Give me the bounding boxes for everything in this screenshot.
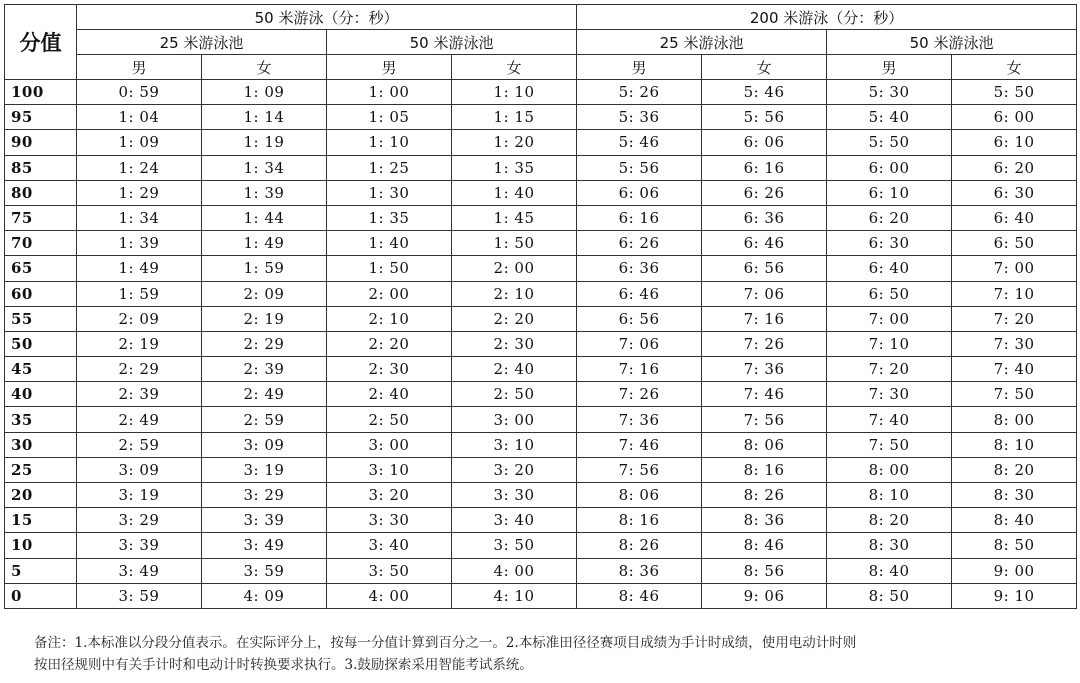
time-cell: 3: 49 bbox=[202, 533, 327, 558]
time-cell: 3: 59 bbox=[202, 558, 327, 583]
time-cell: 6: 06 bbox=[577, 180, 702, 205]
time-cell: 8: 36 bbox=[577, 558, 702, 583]
table-row bbox=[5, 231, 1077, 256]
time-cell: 2: 59 bbox=[202, 407, 327, 432]
time-cell: 8: 50 bbox=[827, 583, 952, 608]
score-table-container bbox=[4, 4, 1076, 609]
time-cell: 3: 19 bbox=[202, 457, 327, 482]
score-cell: 55 bbox=[5, 306, 77, 331]
time-cell: 3: 20 bbox=[452, 457, 577, 482]
time-cell: 2: 10 bbox=[452, 281, 577, 306]
time-cell: 3: 30 bbox=[327, 508, 452, 533]
time-cell: 9: 00 bbox=[952, 558, 1077, 583]
table-row bbox=[5, 533, 1077, 558]
time-cell: 6: 30 bbox=[827, 231, 952, 256]
time-cell: 6: 16 bbox=[702, 155, 827, 180]
time-cell: 8: 36 bbox=[702, 508, 827, 533]
time-cell: 6: 00 bbox=[827, 155, 952, 180]
score-cell: 60 bbox=[5, 281, 77, 306]
time-cell: 1: 30 bbox=[327, 180, 452, 205]
time-cell: 8: 00 bbox=[952, 407, 1077, 432]
time-cell: 0: 59 bbox=[77, 80, 202, 105]
time-cell: 7: 20 bbox=[952, 306, 1077, 331]
time-cell: 1: 39 bbox=[77, 231, 202, 256]
time-cell: 5: 36 bbox=[577, 105, 702, 130]
score-cell: 65 bbox=[5, 256, 77, 281]
time-cell: 1: 44 bbox=[202, 205, 327, 230]
time-cell: 6: 20 bbox=[827, 205, 952, 230]
time-cell: 5: 26 bbox=[577, 80, 702, 105]
time-cell: 7: 40 bbox=[827, 407, 952, 432]
footnote bbox=[34, 632, 1064, 676]
time-cell: 7: 56 bbox=[702, 407, 827, 432]
score-cell: 100 bbox=[5, 80, 77, 105]
time-cell: 8: 30 bbox=[827, 533, 952, 558]
time-cell: 3: 10 bbox=[327, 457, 452, 482]
time-cell: 7: 26 bbox=[702, 331, 827, 356]
footnote-line: 备注：1.本标准以分段分值表示。在实际评分上，按每一分值计算到百分之一。2.本标准田径径赛项目成绩为手计时成绩，使用电动计时则 bbox=[34, 635, 857, 651]
gender-header: 女 bbox=[452, 55, 577, 80]
pool-header: 50 米游泳池 bbox=[827, 30, 1077, 55]
time-cell: 4: 00 bbox=[327, 583, 452, 608]
swimming-score-table bbox=[4, 4, 1077, 609]
time-cell: 2: 09 bbox=[202, 281, 327, 306]
table-row bbox=[5, 80, 1077, 105]
time-cell: 1: 40 bbox=[452, 180, 577, 205]
score-cell: 30 bbox=[5, 432, 77, 457]
gender-header: 女 bbox=[952, 55, 1077, 80]
score-cell: 15 bbox=[5, 508, 77, 533]
time-cell: 3: 30 bbox=[452, 483, 577, 508]
table-row bbox=[5, 407, 1077, 432]
time-cell: 2: 29 bbox=[202, 331, 327, 356]
time-cell: 7: 26 bbox=[577, 382, 702, 407]
time-cell: 7: 16 bbox=[577, 357, 702, 382]
time-cell: 7: 20 bbox=[827, 357, 952, 382]
time-cell: 3: 40 bbox=[452, 508, 577, 533]
time-cell: 3: 20 bbox=[327, 483, 452, 508]
table-row bbox=[5, 306, 1077, 331]
score-cell: 35 bbox=[5, 407, 77, 432]
score-cell: 85 bbox=[5, 155, 77, 180]
time-cell: 8: 40 bbox=[952, 508, 1077, 533]
table-body bbox=[5, 80, 1077, 609]
time-cell: 5: 50 bbox=[827, 130, 952, 155]
time-cell: 2: 10 bbox=[327, 306, 452, 331]
table-row bbox=[5, 205, 1077, 230]
time-cell: 3: 09 bbox=[77, 457, 202, 482]
gender-header: 男 bbox=[327, 55, 452, 80]
time-cell: 4: 10 bbox=[452, 583, 577, 608]
gender-header: 女 bbox=[702, 55, 827, 80]
time-cell: 1: 50 bbox=[327, 256, 452, 281]
time-cell: 5: 50 bbox=[952, 80, 1077, 105]
time-cell: 8: 10 bbox=[952, 432, 1077, 457]
time-cell: 8: 06 bbox=[702, 432, 827, 457]
time-cell: 2: 00 bbox=[327, 281, 452, 306]
table-header bbox=[5, 5, 1077, 80]
time-cell: 1: 24 bbox=[77, 155, 202, 180]
pool-header: 50 米游泳池 bbox=[327, 30, 577, 55]
time-cell: 7: 06 bbox=[702, 281, 827, 306]
time-cell: 2: 40 bbox=[327, 382, 452, 407]
time-cell: 6: 30 bbox=[952, 180, 1077, 205]
time-cell: 8: 10 bbox=[827, 483, 952, 508]
time-cell: 3: 09 bbox=[202, 432, 327, 457]
gender-header: 女 bbox=[202, 55, 327, 80]
time-cell: 2: 09 bbox=[77, 306, 202, 331]
time-cell: 7: 46 bbox=[702, 382, 827, 407]
time-cell: 6: 40 bbox=[952, 205, 1077, 230]
time-cell: 7: 40 bbox=[952, 357, 1077, 382]
time-cell: 4: 09 bbox=[202, 583, 327, 608]
time-cell: 2: 29 bbox=[77, 357, 202, 382]
score-cell: 50 bbox=[5, 331, 77, 356]
gender-header: 男 bbox=[77, 55, 202, 80]
time-cell: 7: 00 bbox=[827, 306, 952, 331]
time-cell: 3: 49 bbox=[77, 558, 202, 583]
time-cell: 8: 20 bbox=[952, 457, 1077, 482]
time-cell: 5: 30 bbox=[827, 80, 952, 105]
table-row bbox=[5, 281, 1077, 306]
time-cell: 1: 00 bbox=[327, 80, 452, 105]
time-cell: 1: 35 bbox=[327, 205, 452, 230]
table-row bbox=[5, 583, 1077, 608]
event-header-200m: 200 米游泳（分：秒） bbox=[577, 5, 1077, 30]
table-row bbox=[5, 508, 1077, 533]
score-cell: 90 bbox=[5, 130, 77, 155]
time-cell: 3: 50 bbox=[452, 533, 577, 558]
time-cell: 8: 06 bbox=[577, 483, 702, 508]
time-cell: 3: 19 bbox=[77, 483, 202, 508]
event-header-50m: 50 米游泳（分：秒） bbox=[77, 5, 577, 30]
time-cell: 2: 19 bbox=[202, 306, 327, 331]
time-cell: 2: 39 bbox=[77, 382, 202, 407]
time-cell: 1: 09 bbox=[202, 80, 327, 105]
time-cell: 5: 46 bbox=[702, 80, 827, 105]
time-cell: 5: 56 bbox=[702, 105, 827, 130]
time-cell: 7: 10 bbox=[952, 281, 1077, 306]
time-cell: 1: 20 bbox=[452, 130, 577, 155]
time-cell: 3: 00 bbox=[452, 407, 577, 432]
time-cell: 2: 00 bbox=[452, 256, 577, 281]
gender-header: 男 bbox=[577, 55, 702, 80]
time-cell: 1: 34 bbox=[202, 155, 327, 180]
time-cell: 9: 10 bbox=[952, 583, 1077, 608]
time-cell: 8: 16 bbox=[577, 508, 702, 533]
time-cell: 6: 56 bbox=[702, 256, 827, 281]
time-cell: 2: 59 bbox=[77, 432, 202, 457]
time-cell: 6: 56 bbox=[577, 306, 702, 331]
time-cell: 8: 16 bbox=[702, 457, 827, 482]
time-cell: 1: 10 bbox=[452, 80, 577, 105]
score-column-header: 分值 bbox=[5, 5, 77, 80]
time-cell: 1: 09 bbox=[77, 130, 202, 155]
time-cell: 3: 39 bbox=[77, 533, 202, 558]
time-cell: 1: 50 bbox=[452, 231, 577, 256]
time-cell: 2: 19 bbox=[77, 331, 202, 356]
time-cell: 6: 46 bbox=[702, 231, 827, 256]
time-cell: 6: 50 bbox=[827, 281, 952, 306]
time-cell: 2: 20 bbox=[327, 331, 452, 356]
time-cell: 7: 36 bbox=[577, 407, 702, 432]
time-cell: 7: 50 bbox=[952, 382, 1077, 407]
score-cell: 40 bbox=[5, 382, 77, 407]
time-cell: 8: 26 bbox=[577, 533, 702, 558]
time-cell: 3: 10 bbox=[452, 432, 577, 457]
time-cell: 2: 49 bbox=[77, 407, 202, 432]
time-cell: 6: 46 bbox=[577, 281, 702, 306]
time-cell: 9: 06 bbox=[702, 583, 827, 608]
time-cell: 3: 29 bbox=[202, 483, 327, 508]
score-cell: 45 bbox=[5, 357, 77, 382]
time-cell: 6: 20 bbox=[952, 155, 1077, 180]
time-cell: 2: 40 bbox=[452, 357, 577, 382]
time-cell: 2: 50 bbox=[452, 382, 577, 407]
score-cell: 75 bbox=[5, 205, 77, 230]
table-row bbox=[5, 382, 1077, 407]
table-row bbox=[5, 105, 1077, 130]
time-cell: 1: 14 bbox=[202, 105, 327, 130]
time-cell: 1: 40 bbox=[327, 231, 452, 256]
time-cell: 2: 39 bbox=[202, 357, 327, 382]
time-cell: 1: 29 bbox=[77, 180, 202, 205]
time-cell: 6: 00 bbox=[952, 105, 1077, 130]
time-cell: 6: 10 bbox=[952, 130, 1077, 155]
pool-header: 25 米游泳池 bbox=[77, 30, 327, 55]
score-cell: 5 bbox=[5, 558, 77, 583]
time-cell: 3: 00 bbox=[327, 432, 452, 457]
time-cell: 8: 26 bbox=[702, 483, 827, 508]
time-cell: 2: 20 bbox=[452, 306, 577, 331]
time-cell: 1: 19 bbox=[202, 130, 327, 155]
time-cell: 6: 26 bbox=[702, 180, 827, 205]
time-cell: 4: 00 bbox=[452, 558, 577, 583]
time-cell: 3: 40 bbox=[327, 533, 452, 558]
table-row bbox=[5, 180, 1077, 205]
time-cell: 8: 56 bbox=[702, 558, 827, 583]
time-cell: 1: 25 bbox=[327, 155, 452, 180]
time-cell: 7: 16 bbox=[702, 306, 827, 331]
time-cell: 8: 40 bbox=[827, 558, 952, 583]
time-cell: 7: 56 bbox=[577, 457, 702, 482]
time-cell: 7: 36 bbox=[702, 357, 827, 382]
time-cell: 8: 46 bbox=[577, 583, 702, 608]
time-cell: 7: 50 bbox=[827, 432, 952, 457]
time-cell: 1: 35 bbox=[452, 155, 577, 180]
time-cell: 7: 46 bbox=[577, 432, 702, 457]
score-cell: 80 bbox=[5, 180, 77, 205]
time-cell: 1: 10 bbox=[327, 130, 452, 155]
table-row bbox=[5, 130, 1077, 155]
time-cell: 1: 59 bbox=[77, 281, 202, 306]
time-cell: 7: 06 bbox=[577, 331, 702, 356]
time-cell: 7: 30 bbox=[952, 331, 1077, 356]
time-cell: 6: 36 bbox=[702, 205, 827, 230]
time-cell: 6: 10 bbox=[827, 180, 952, 205]
table-row bbox=[5, 357, 1077, 382]
time-cell: 2: 49 bbox=[202, 382, 327, 407]
time-cell: 2: 30 bbox=[327, 357, 452, 382]
time-cell: 1: 34 bbox=[77, 205, 202, 230]
time-cell: 6: 40 bbox=[827, 256, 952, 281]
time-cell: 1: 04 bbox=[77, 105, 202, 130]
score-cell: 95 bbox=[5, 105, 77, 130]
table-row bbox=[5, 558, 1077, 583]
footnote-line: 按田径规则中有关手计时和电动计时转换要求执行。3.鼓励探索采用智能考试系统。 bbox=[34, 657, 533, 673]
score-cell: 25 bbox=[5, 457, 77, 482]
time-cell: 2: 50 bbox=[327, 407, 452, 432]
score-cell: 70 bbox=[5, 231, 77, 256]
time-cell: 3: 29 bbox=[77, 508, 202, 533]
score-cell: 20 bbox=[5, 483, 77, 508]
table-row bbox=[5, 483, 1077, 508]
table-row bbox=[5, 432, 1077, 457]
table-row bbox=[5, 457, 1077, 482]
time-cell: 6: 50 bbox=[952, 231, 1077, 256]
gender-header: 男 bbox=[827, 55, 952, 80]
time-cell: 5: 46 bbox=[577, 130, 702, 155]
time-cell: 1: 59 bbox=[202, 256, 327, 281]
table-row bbox=[5, 155, 1077, 180]
time-cell: 7: 00 bbox=[952, 256, 1077, 281]
time-cell: 8: 00 bbox=[827, 457, 952, 482]
time-cell: 8: 50 bbox=[952, 533, 1077, 558]
time-cell: 8: 20 bbox=[827, 508, 952, 533]
time-cell: 6: 26 bbox=[577, 231, 702, 256]
pool-header: 25 米游泳池 bbox=[577, 30, 827, 55]
score-cell: 0 bbox=[5, 583, 77, 608]
time-cell: 5: 40 bbox=[827, 105, 952, 130]
time-cell: 2: 30 bbox=[452, 331, 577, 356]
time-cell: 3: 50 bbox=[327, 558, 452, 583]
time-cell: 1: 39 bbox=[202, 180, 327, 205]
score-cell: 10 bbox=[5, 533, 77, 558]
time-cell: 5: 56 bbox=[577, 155, 702, 180]
table-row bbox=[5, 256, 1077, 281]
time-cell: 6: 06 bbox=[702, 130, 827, 155]
table-row bbox=[5, 331, 1077, 356]
time-cell: 3: 39 bbox=[202, 508, 327, 533]
time-cell: 1: 49 bbox=[77, 256, 202, 281]
time-cell: 6: 16 bbox=[577, 205, 702, 230]
time-cell: 7: 30 bbox=[827, 382, 952, 407]
time-cell: 1: 45 bbox=[452, 205, 577, 230]
time-cell: 8: 30 bbox=[952, 483, 1077, 508]
time-cell: 6: 36 bbox=[577, 256, 702, 281]
time-cell: 7: 10 bbox=[827, 331, 952, 356]
time-cell: 1: 15 bbox=[452, 105, 577, 130]
time-cell: 1: 05 bbox=[327, 105, 452, 130]
time-cell: 1: 49 bbox=[202, 231, 327, 256]
time-cell: 3: 59 bbox=[77, 583, 202, 608]
time-cell: 8: 46 bbox=[702, 533, 827, 558]
